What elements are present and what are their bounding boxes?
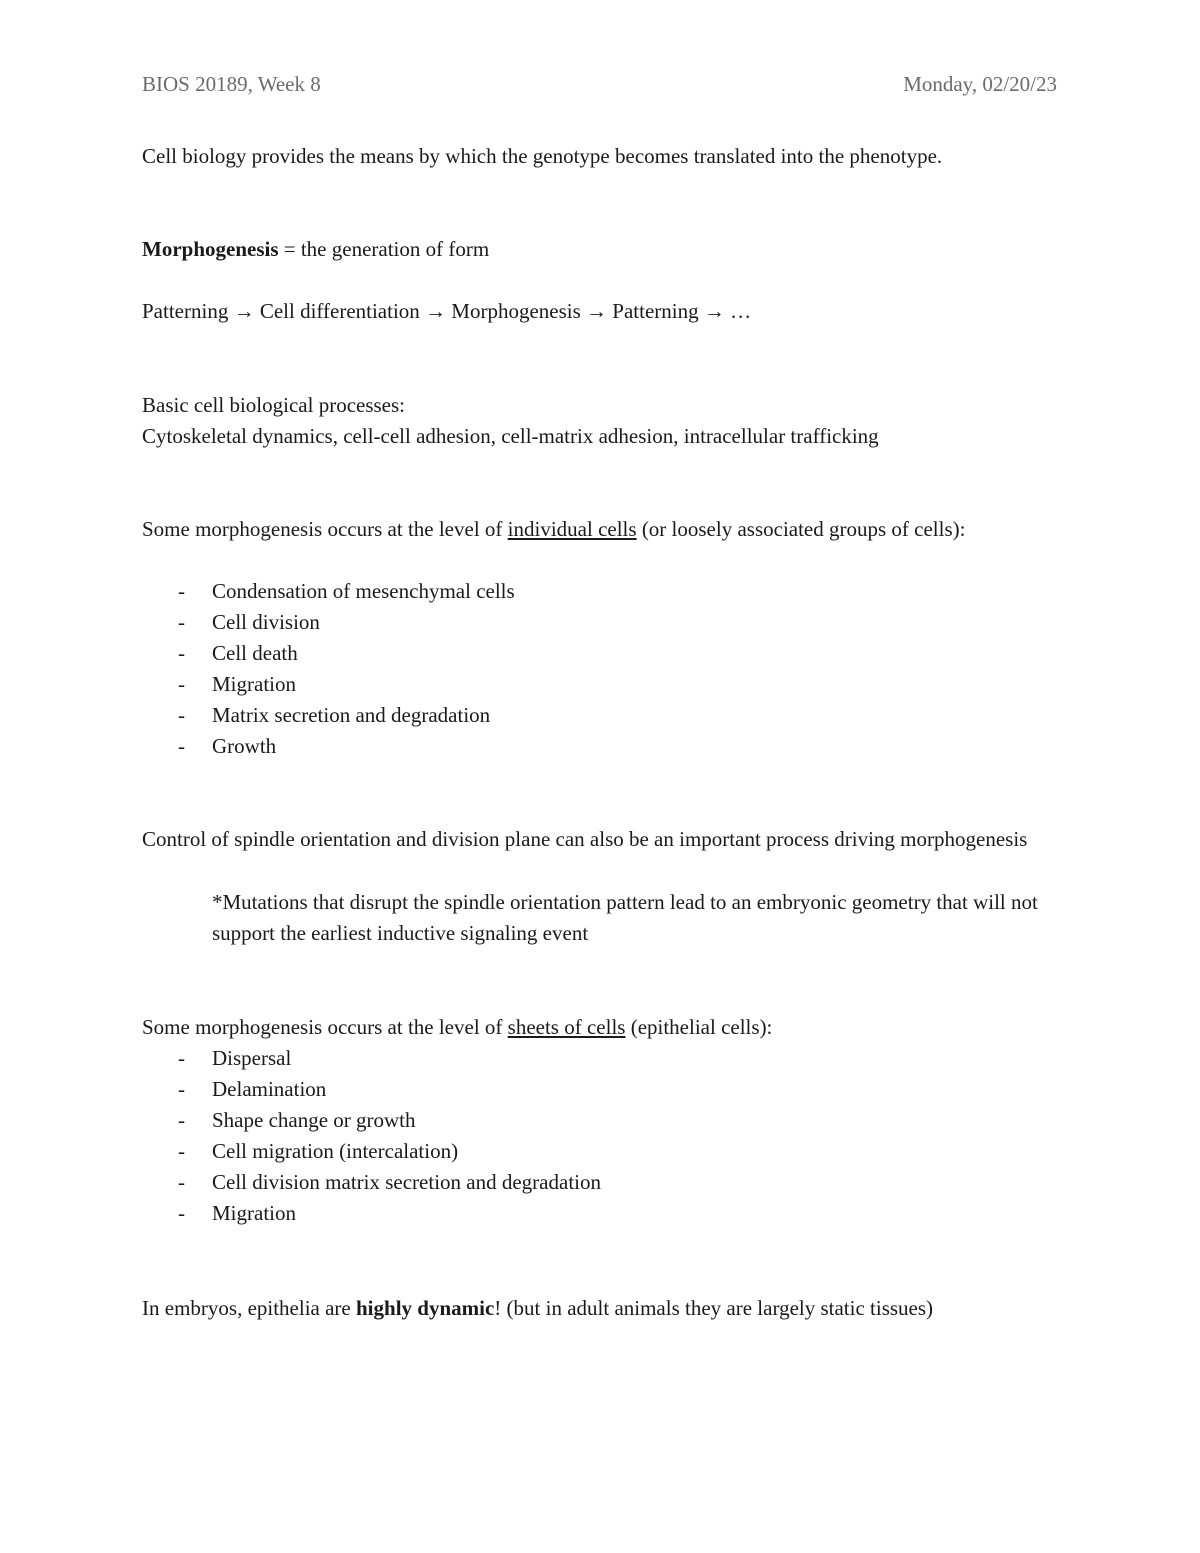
list-item-text: Cell division matrix secretion and degradation (212, 1170, 601, 1194)
sheets-text-after: (epithelial cells): (625, 1015, 773, 1039)
bullet-dash: - (178, 579, 185, 603)
course-header: BIOS 20189, Week 8 (142, 72, 321, 96)
sheets-text-before: Some morphogenesis occurs at the level of (142, 1015, 508, 1039)
individual-cells-underlined: individual cells (507, 517, 637, 541)
basic-processes-list: Cytoskeletal dynamics, cell-cell adhesion, cell-matrix adhesion, intracellular trafficking (142, 424, 879, 448)
bullet-dash: - (178, 672, 185, 696)
bullet-dash: - (178, 734, 185, 758)
bullet-dash: - (178, 641, 185, 665)
list-item-text: Delamination (212, 1077, 327, 1101)
date-header: Monday, 02/20/23 (903, 72, 1057, 96)
bullet-dash: - (178, 1170, 185, 1194)
list-item-text: Condensation of mesenchymal cells (212, 579, 515, 603)
bullet-dash: - (178, 1108, 185, 1132)
individual-cells-paragraph (142, 514, 1042, 545)
sheets-underlined: sheets of cells (507, 1015, 626, 1039)
bullet-dash: - (178, 703, 185, 727)
list-item-text: Growth (212, 734, 277, 758)
individual-cells-text-before: Some morphogenesis occurs at the level of (142, 517, 508, 541)
morphogenesis-definition (142, 234, 489, 265)
spindle-paragraph: Control of spindle orientation and division plane can also be an important process driving morphogenesis (142, 827, 1028, 851)
bullet-dash: - (178, 1201, 185, 1225)
list-item-text: Cell death (212, 641, 298, 665)
bullet-dash: - (178, 1046, 185, 1070)
process-cycle: Patterning → Cell differentiation → Morphogenesis → Patterning → … (142, 299, 752, 323)
list-item-text: Migration (212, 1201, 296, 1225)
list-item-text: Dispersal (212, 1046, 292, 1070)
epithelia-text-before: In embryos, epithelia are (142, 1296, 356, 1320)
individual-cells-text-after: (or loosely associated groups of cells): (636, 517, 966, 541)
bullet-dash: - (178, 1077, 185, 1101)
list-item-text: Shape change or growth (212, 1108, 416, 1132)
list-item-text: Cell division (212, 610, 320, 634)
bullet-dash: - (178, 610, 185, 634)
bullet-dash: - (178, 1139, 185, 1163)
spindle-note: *Mutations that disrupt the spindle orientation pattern lead to an embryonic geometry that will not support the earliest inductive signaling event (212, 890, 1038, 945)
morphogenesis-term: Morphogenesis (142, 237, 279, 261)
list-item-text: Migration (212, 672, 296, 696)
basic-processes-heading: Basic cell biological processes: (142, 393, 406, 417)
list-item-text: Matrix secretion and degradation (212, 703, 491, 727)
intro-sentence: Cell biology provides the means by which the genotype becomes translated into the phenotype. (142, 144, 943, 168)
highly-dynamic-bold: highly dynamic (356, 1296, 495, 1320)
list-item-text: Cell migration (intercalation) (212, 1139, 459, 1163)
morphogenesis-definition-text: = the generation of form (278, 237, 490, 261)
epithelia-sentence (142, 1293, 933, 1324)
epithelia-text-after: ! (but in adult animals they are largely static tissues) (494, 1296, 934, 1320)
sheets-paragraph (142, 1012, 772, 1043)
